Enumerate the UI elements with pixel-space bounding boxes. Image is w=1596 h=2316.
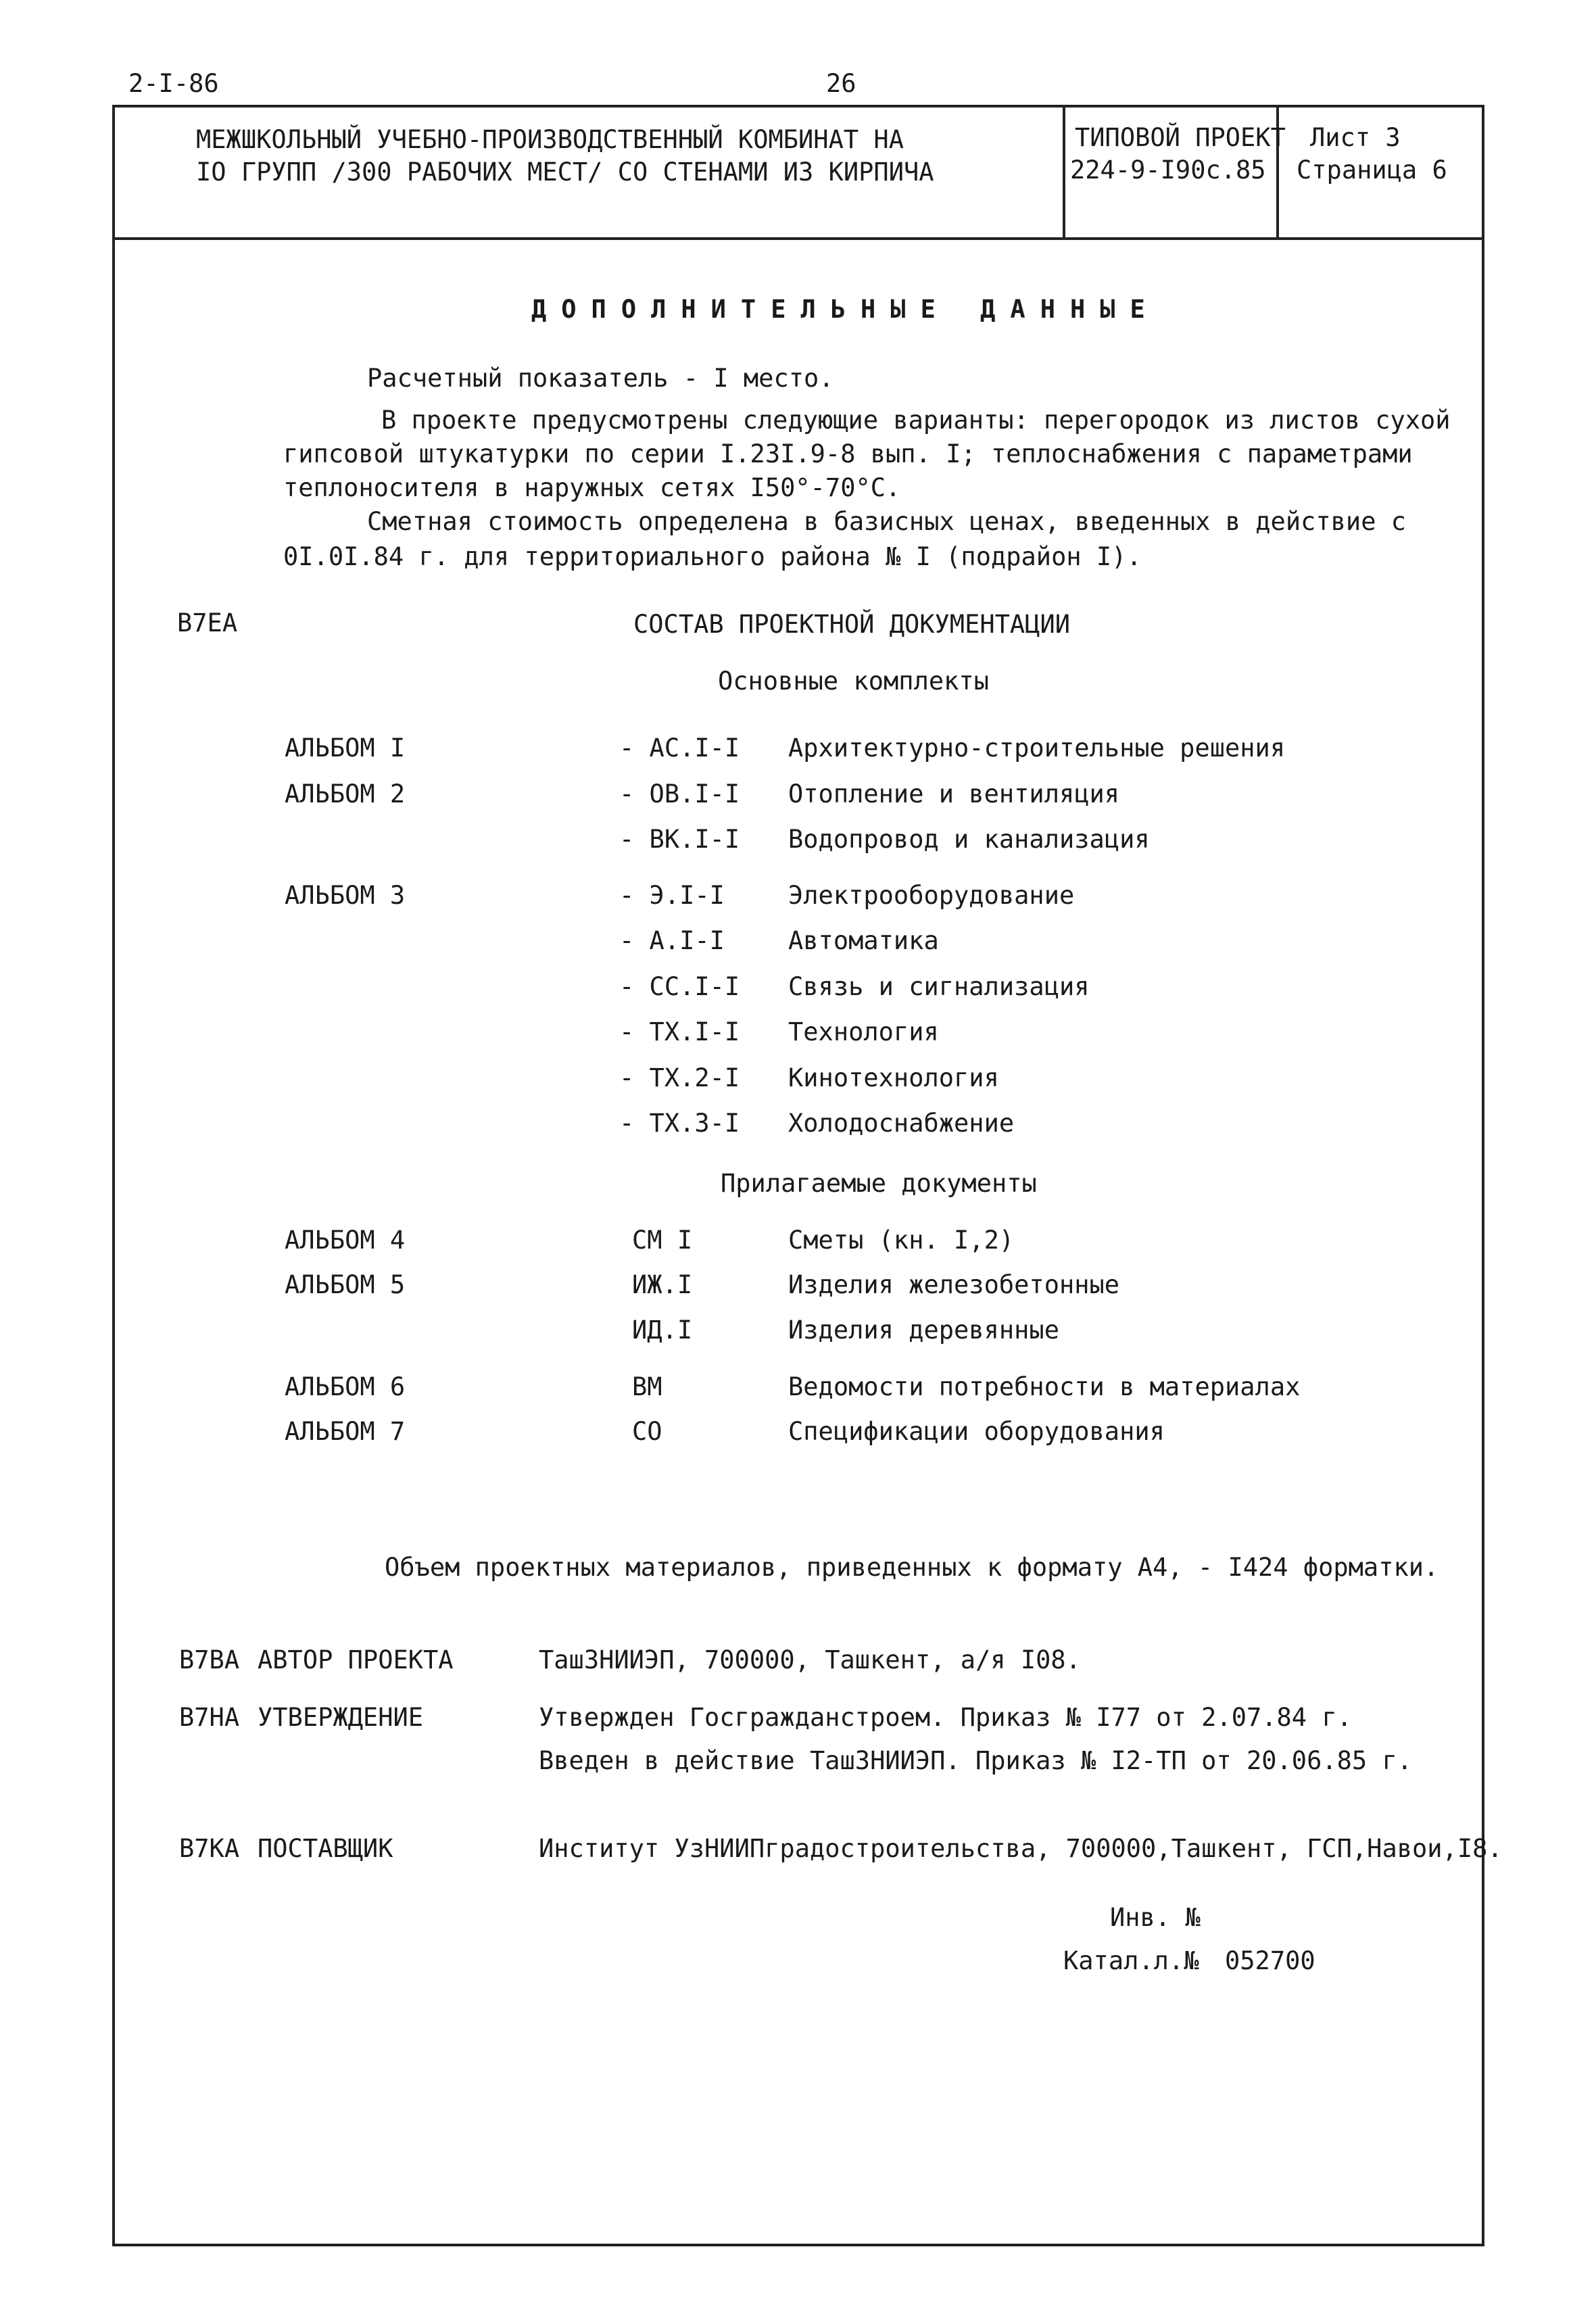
paragraph-variants-line2: гипсовой штукатурки по серии I.23I.9-8 вып. I; теплоснабжения с параметрами: [283, 439, 1413, 468]
header-title-line2: IO ГРУПП /300 РАБОЧИХ МЕСТ/ СО СТЕНАМИ ИЗ КИРПИЧА: [196, 158, 934, 187]
album-label: АЛЬБОМ 4: [285, 1226, 406, 1255]
author-value: ТашЗНИИЭП, 700000, Ташкент, а/я I08.: [539, 1645, 1081, 1674]
doc-code: - АС.I-I: [619, 733, 740, 763]
paragraph-variants-line1: В проекте предусмотрены следующие варианты: перегородок из листов сухой: [381, 406, 1451, 435]
doc-name: Сметы (кн. I,2): [788, 1226, 1015, 1255]
composition-title: СОСТАВ ПРОЕКТНОЙ ДОКУМЕНТАЦИИ: [633, 610, 1071, 639]
album-label: АЛЬБОМ I: [285, 733, 406, 763]
author-label: АВТОР ПРОЕКТА: [258, 1645, 454, 1674]
doc-code: - ТХ.I-I: [619, 1017, 740, 1046]
header-title-line1: МЕЖШКОЛЬНЫЙ УЧЕБНО-ПРОИЗВОДСТВЕННЫЙ КОМБИНАТ НА: [196, 125, 904, 154]
approval-value-1: Утвержден Госгражданстроем. Приказ № I77 от 2.07.84 г.: [539, 1703, 1352, 1732]
doc-code: - Э.I-I: [619, 881, 725, 910]
doc-code: - А.I-I: [619, 926, 725, 955]
header-divider-v1: [1063, 105, 1065, 239]
doc-name: Изделия деревянные: [788, 1316, 1059, 1345]
approval-value-2: Введен в действие ТашЗНИИЭП. Приказ № I2-ТП от 20.06.85 г.: [539, 1746, 1413, 1775]
doc-name: Ведомости потребности в материалах: [788, 1372, 1301, 1401]
project-number: 224-9-I90с.85: [1070, 155, 1266, 185]
project-label: ТИПОВОЙ ПРОЕКТ: [1075, 123, 1286, 152]
doc-code: ВМ: [632, 1372, 662, 1401]
volume-statement: Объем проектных материалов, приведенных к формату А4, - I424 форматки.: [385, 1553, 1439, 1582]
catalog-value: 052700: [1225, 1946, 1315, 1975]
doc-name: Холодоснабжение: [788, 1109, 1015, 1138]
doc-code: - СС.I-I: [619, 972, 740, 1001]
doc-name: Изделия железобетонные: [788, 1270, 1120, 1299]
doc-code: - ВК.I-I: [619, 825, 740, 854]
sheet-number: Лист 3: [1310, 123, 1401, 152]
album-label: АЛЬБОМ 7: [285, 1417, 406, 1446]
album-label: АЛЬБОМ 2: [285, 779, 406, 809]
doc-name: Отопление и вентиляция: [788, 779, 1120, 809]
composition-code: В7ЕА: [177, 608, 238, 637]
attached-title: Прилагаемые документы: [721, 1169, 1037, 1198]
author-code: В7ВА: [179, 1645, 240, 1674]
supplier-value: Институт УзНИИПградостроительства, 700000,Ташкент, ГСП,Навои,I8.: [539, 1834, 1503, 1863]
doc-code: - ОВ.I-I: [619, 779, 740, 809]
supplier-code: В7КА: [179, 1834, 240, 1863]
paragraph-variants-line3: теплоносителя в наружных сетях I50°-70°С.: [283, 473, 901, 502]
doc-code: ИД.I: [632, 1316, 693, 1345]
doc-code: СМ I: [632, 1226, 693, 1255]
paragraph-cost-line2: 0I.0I.84 г. для территориального района № I (подрайон I).: [283, 542, 1142, 571]
album-label: АЛЬБОМ 3: [285, 881, 406, 910]
doc-name: Спецификации оборудования: [788, 1417, 1165, 1446]
page-index: Страница 6: [1297, 155, 1447, 185]
doc-code: - ТХ.2-I: [619, 1063, 740, 1092]
doc-name: Электрооборудование: [788, 881, 1075, 910]
doc-name: Автоматика: [788, 926, 939, 955]
doc-name: Связь и сигнализация: [788, 972, 1090, 1001]
paragraph-rating: Расчетный показатель - I место.: [367, 364, 834, 393]
doc-code: СО: [632, 1417, 662, 1446]
album-label: АЛЬБОМ 6: [285, 1372, 406, 1401]
section-title: ДОПОЛНИТЕЛЬНЫЕ ДАННЫЕ: [531, 295, 1160, 324]
page-number: 26: [826, 69, 856, 98]
approval-code: В7НА: [179, 1703, 240, 1732]
doc-name: Кинотехнология: [788, 1063, 999, 1092]
approval-label: УТВЕРЖДЕНИЕ: [258, 1703, 424, 1732]
doc-name: Технология: [788, 1017, 939, 1046]
doc-name: Водопровод и канализация: [788, 825, 1150, 854]
album-label: АЛЬБОМ 5: [285, 1270, 406, 1299]
catalog-label: Катал.л.№: [1063, 1946, 1199, 1975]
main-sets-title: Основные комплекты: [718, 667, 989, 696]
doc-name: Архитектурно-строительные решения: [788, 733, 1286, 763]
paragraph-cost-line1: Сметная стоимость определена в базисных ценах, введенных в действие с: [367, 507, 1407, 536]
doc-code: ИЖ.I: [632, 1270, 693, 1299]
inventory-label: Инв. №: [1110, 1903, 1201, 1932]
page-ref: 2-I-86: [128, 69, 219, 98]
doc-code: - ТХ.3-I: [619, 1109, 740, 1138]
supplier-label: ПОСТАВЩИК: [258, 1834, 393, 1863]
